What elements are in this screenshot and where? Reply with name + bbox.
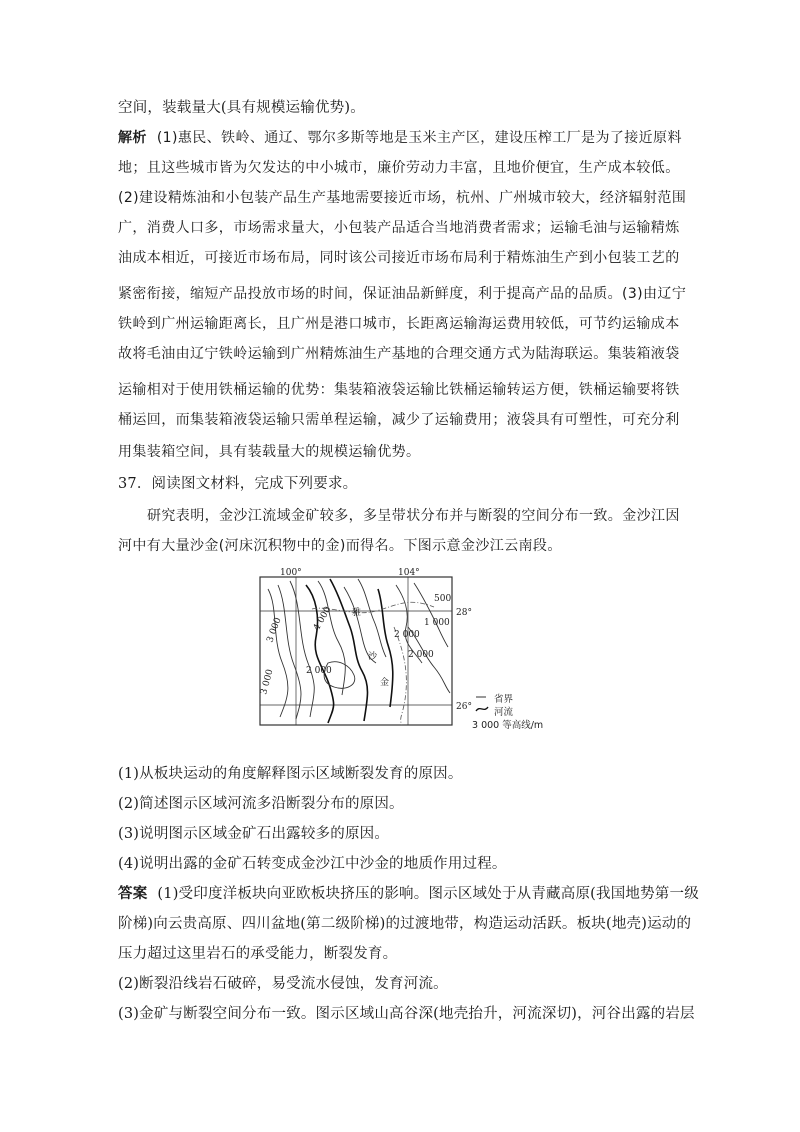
subquestion: (2)简述图示区域河流多沿断裂分布的原因。 bbox=[118, 796, 404, 812]
contour-label: 4 000 bbox=[311, 605, 334, 633]
text-line: 地；且这些城市皆为欠发达的中小城市，廉价劳动力丰富，且地价便宜，生产成本较低。 bbox=[118, 160, 680, 176]
contour-line bbox=[358, 579, 386, 657]
legend-contour-text: 等高线/m bbox=[502, 720, 544, 731]
river-path bbox=[330, 579, 368, 721]
legend-contour-number: 3 000 bbox=[472, 720, 500, 731]
material-line: 研究表明，金沙江流域金矿较多，多呈带状分布并与断裂的空间分布一致。金沙江因 bbox=[147, 508, 680, 524]
contour-label: 2 000 bbox=[408, 650, 434, 660]
subquestion: (3)说明图示区域金矿石出露较多的原因。 bbox=[118, 826, 390, 842]
contour-label: 3 000 bbox=[259, 668, 276, 696]
river-path bbox=[306, 585, 334, 723]
map-figure bbox=[258, 567, 548, 737]
province-border bbox=[394, 627, 406, 725]
contour-line bbox=[290, 581, 314, 717]
legend-border: 省界 bbox=[494, 694, 514, 705]
answer-label: 答案 bbox=[118, 886, 148, 902]
contour-label: 2 000 bbox=[306, 666, 332, 676]
contour-label: 500 bbox=[434, 594, 452, 604]
text-line: 油成本相近，可接近市场布局，同时该公司接近市场布局利于精炼油生产到小包装工艺的 bbox=[118, 250, 680, 266]
analysis-line bbox=[118, 128, 683, 148]
lat-label-26: 26° bbox=[456, 702, 472, 712]
subquestion: (4)说明出露的金矿石转变成金沙江中沙金的地质作用过程。 bbox=[118, 856, 507, 872]
material-line: 河中有大量沙金(河床沉积物中的金)而得名。下图示意金沙江云南段。 bbox=[118, 538, 562, 554]
answer-line bbox=[118, 884, 699, 904]
text-line: (2)断裂沿线岩石破碎，易受流水侵蚀，发育河流。 bbox=[118, 976, 448, 992]
question-title: 37．阅读图文材料，完成下列要求。 bbox=[118, 476, 358, 492]
text-span: (1)惠民、铁岭、通辽、鄂尔多斯等地是玉米主产区，建设压榨工厂是为了接近原料 bbox=[156, 130, 682, 146]
text-line: 桶运回，而集装箱液袋运输只需单程运输，减少了运输费用；液袋具有可塑性，可充分利 bbox=[118, 412, 680, 428]
contour-label: 1 000 bbox=[424, 618, 450, 628]
river-path bbox=[378, 589, 393, 707]
text-line: 压力超过这里岩石的承受能力，断裂发育。 bbox=[118, 946, 398, 962]
contour-label: 2 000 bbox=[394, 630, 420, 640]
text-line: 广，消费人口多，市场需求量大，小包装产品适合当地消费者需求；运输毛油与运输精炼 bbox=[118, 220, 680, 236]
lon-label-100: 100° bbox=[280, 568, 302, 578]
text-line: 故将毛油由辽宁铁岭运输到广州精炼油生产基地的合理交通方式为陆海联运。集装箱液袋 bbox=[118, 346, 680, 362]
lon-label-104: 104° bbox=[398, 568, 420, 578]
lat-label-28: 28° bbox=[456, 608, 472, 618]
text-line: (2)建设精炼油和小包装产品生产基地需要接近市场，杭州、广州城市较大，经济辐射范围 bbox=[118, 190, 687, 206]
text-line: 阶梯)向云贵高原、四川盆地(第二级阶梯)的过渡地带，构造运动活跃。板块(地壳)运动的 bbox=[118, 916, 692, 932]
place-label: 雅 bbox=[352, 608, 362, 618]
legend-river: 河流 bbox=[494, 707, 514, 718]
text-line: 紧密衔接，缩短产品投放市场的时间，保证油品新鲜度，利于提高产品的品质。(3)由辽宁 bbox=[118, 286, 687, 302]
contour-line bbox=[268, 589, 288, 717]
contour-label: 3 000 bbox=[265, 616, 284, 645]
place-label: 金 bbox=[380, 678, 390, 688]
subquestion: (1)从板块运动的角度解释图示区域断裂发育的原因。 bbox=[118, 766, 463, 782]
text-line: 用集装箱空间，具有装载量大的规模运输优势。 bbox=[118, 444, 421, 460]
text-line: 铁岭到广州运输距离长，且广州是港口城市，长距离运输海运费用较低，可节约运输成本 bbox=[118, 316, 680, 332]
text-line: 空间，装载量大(具有规模运输优势)。 bbox=[118, 100, 365, 116]
place-label: 沙 bbox=[368, 652, 378, 662]
text-line: 运输相对于使用铁桶运输的优势：集装箱液袋运输比铁桶运输转运方便，铁桶运输要将铁 bbox=[118, 382, 680, 398]
legend-contour bbox=[472, 717, 543, 731]
river-legend-icon bbox=[476, 707, 488, 711]
text-span: (1)受印度洋板块向亚欧板块挤压的影响。图示区域处于从青藏高原(我国地势第一级 bbox=[157, 886, 699, 902]
analysis-label: 解析 bbox=[118, 130, 147, 146]
text-line: (3)金矿与断裂空间分布一致。图示区域山高谷深(地壳抬升，河流深切)，河谷出露的岩层 bbox=[118, 1006, 695, 1022]
contour-line bbox=[318, 581, 345, 695]
